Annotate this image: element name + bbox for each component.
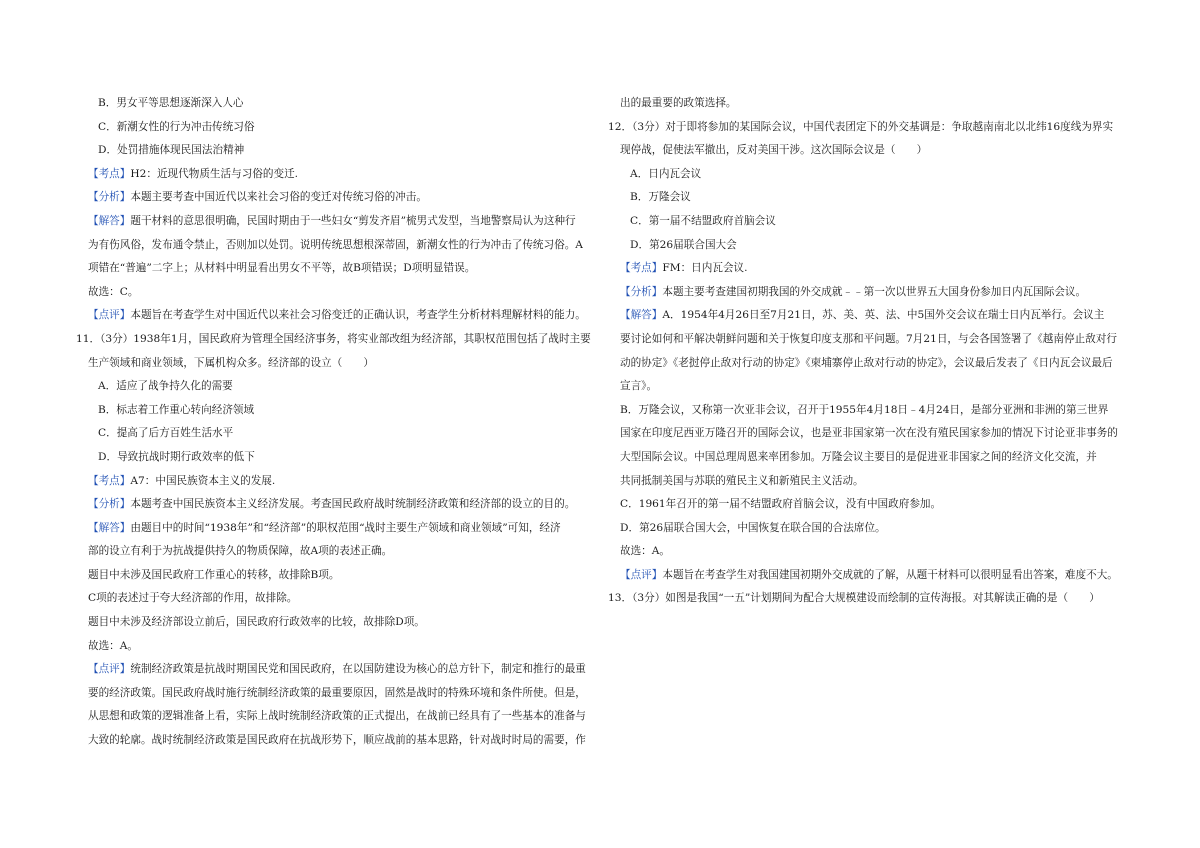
- answer-option: [608, 210, 1126, 234]
- line-text: 由题目中的时间“1938年”和“经济部”的职权范围“战时主要生产领域和商业领域”可知，经济: [130, 521, 561, 534]
- line-text: 本题主要考查中国近代以来社会习俗的变迁对传统习俗的冲击。: [130, 191, 427, 204]
- line-text: A．1954年4月26日至7月21日，苏、美、英、法、中5国外交会议在瑞士日内瓦举行。会议主: [662, 309, 1105, 322]
- line-text: 故选：A。: [88, 639, 139, 652]
- line-text: 宣言》。: [620, 380, 658, 393]
- line-text: 本题旨在考查学生对中国近代以来社会习俗变迁的正确认识，考查学生分析材料理解材料的能力。: [130, 309, 586, 322]
- line-text: 国家在印度尼西亚万隆召开的国际会议，也是亚非国家第一次在没有殖民国家参加的情况下讨论亚非事务的: [620, 427, 1118, 440]
- line-text: 本题旨在考查学生对我国建国初期外交成就的了解，从题干材料可以很明显看出答案，难度不大。: [662, 568, 1118, 581]
- line-text: 本题考查中国民族资本主义经济发展。考查国民政府战时统制经济政策和经济部的设立的目的。: [130, 498, 576, 511]
- answer-option: [76, 92, 592, 116]
- answer-option: [608, 163, 1126, 187]
- line-text: 共同抵制美国与苏联的殖民主义和新殖民主义活动。: [620, 474, 864, 487]
- line-text: A．适应了战争持久化的需要: [98, 380, 233, 393]
- text-line: [608, 92, 1126, 116]
- line-text: C项的表述过于夸大经济部的作用，故排除。: [88, 592, 298, 605]
- analysis-line: [76, 210, 592, 234]
- line-text: C．1961年召开的第一届不结盟政府首脑会议，没有中国政府参加。: [620, 498, 942, 511]
- text-line: [608, 375, 1126, 399]
- answer-option: [76, 422, 592, 446]
- text-line: [76, 234, 592, 258]
- line-text: 项错在“普遍”二字上；从材料中明显看出男女不平等，故B项错误；D项明显错误。: [88, 262, 476, 275]
- right-column: [608, 92, 1126, 611]
- text-line: [76, 352, 592, 376]
- section-tag: 【考点】: [88, 167, 131, 180]
- line-text: 动的协定》《老挝停止敌对行动的协定》《柬埔寨停止敌对行动的协定》，会议最后发表了《日内瓦会议最后: [620, 356, 1113, 369]
- line-text: FM：日内瓦会议.: [662, 262, 748, 275]
- section-tag: 【分析】: [88, 191, 131, 204]
- question-stem: [608, 587, 1126, 611]
- text-line: [608, 540, 1126, 564]
- section-tag: 【考点】: [88, 474, 131, 487]
- text-line: [76, 705, 592, 729]
- answer-option: [76, 116, 592, 140]
- line-text: D．导致抗战时期行政效率的低下: [98, 450, 255, 463]
- analysis-line: [76, 517, 592, 541]
- analysis-line: [76, 658, 592, 682]
- analysis-line: [608, 281, 1126, 305]
- line-text: 要讨论如何和平解决朝鲜问题和关于恢复印度支那和平问题。7月21日，与会各国签署了《越南停止敌对行: [620, 332, 1117, 345]
- section-tag: 【分析】: [88, 498, 131, 511]
- left-column: [76, 92, 592, 753]
- line-text: 故选：C。: [88, 285, 139, 298]
- text-line: [76, 611, 592, 635]
- line-text: 大致的轮廓。战时统制经济政策是国民政府在抗战形势下，顺应战前的基本思路，针对战时时局的需要，作: [88, 734, 586, 747]
- line-text: 从思想和政策的逻辑准备上看，实际上战时统制经济政策的正式提出，在战前已经具有了一些基本的准备与: [88, 710, 586, 723]
- text-line: [608, 422, 1126, 446]
- text-line: [608, 328, 1126, 352]
- analysis-line: [76, 163, 592, 187]
- section-tag: 【解答】: [88, 521, 131, 534]
- line-text: B．标志着工作重心转向经济领域: [98, 403, 255, 416]
- line-text: 12．（3分）对于即将参加的某国际会议，中国代表团定下的外交基调是：争取越南南北以北纬16度线为界实: [608, 120, 1114, 133]
- text-line: [608, 517, 1126, 541]
- text-line: [76, 540, 592, 564]
- answer-option: [76, 446, 592, 470]
- line-text: 为有伤风俗，发布通令禁止，否则加以处罚。说明传统思想根深蒂固，新潮女性的行为冲击了传统习俗。A: [88, 238, 583, 251]
- question-stem: [608, 116, 1126, 140]
- line-text: B．万隆会议，又称第一次亚非会议，召开于1955年4月18日﹣4月24日，是部分亚洲和非洲的第三世界: [620, 403, 1109, 416]
- line-text: H2：近现代物质生活与习俗的变迁.: [130, 167, 299, 180]
- text-line: [76, 281, 592, 305]
- answer-option: [76, 399, 592, 423]
- line-text: A7：中国民族资本主义的发展.: [130, 474, 276, 487]
- line-text: C．第一届不结盟政府首脑会议: [630, 214, 776, 227]
- line-text: A．日内瓦会议: [630, 167, 702, 180]
- text-line: [608, 399, 1126, 423]
- section-tag: 【点评】: [88, 663, 131, 676]
- question-stem: [76, 328, 592, 352]
- section-tag: 【分析】: [620, 285, 663, 298]
- text-line: [76, 587, 592, 611]
- analysis-line: [76, 493, 592, 517]
- text-line: [608, 470, 1126, 494]
- text-line: [76, 682, 592, 706]
- text-line: [76, 564, 592, 588]
- line-text: 13．（3分）如图是我国“一五”计划期间为配合大规模建设而绘制的宣传海报。对其解读正确的是（ ）: [608, 592, 1100, 605]
- line-text: 本题主要考查建国初期我国的外交成就﹣﹣第一次以世界五大国身份参加日内瓦国际会议。: [662, 285, 1087, 298]
- line-text: 题目中未涉及经济部设立前后，国民政府行政效率的比较，故排除D项。: [88, 616, 425, 629]
- analysis-line: [76, 304, 592, 328]
- text-line: [76, 729, 592, 753]
- section-tag: 【解答】: [620, 309, 663, 322]
- analysis-line: [76, 470, 592, 494]
- answer-option: [76, 139, 592, 163]
- text-line: [608, 446, 1126, 470]
- line-text: C．提高了后方百姓生活水平: [98, 427, 234, 440]
- line-text: B．万隆会议: [630, 191, 691, 204]
- line-text: 生产领域和商业领域，下属机构众多。经济部的设立（ ）: [88, 356, 375, 369]
- text-line: [76, 635, 592, 659]
- text-line: [608, 139, 1126, 163]
- analysis-line: [608, 564, 1126, 588]
- line-text: 题干材料的意思很明确，民国时期由于一些妇女“剪发齐眉”梳男式发型，当地警察局认为这种行: [130, 214, 576, 227]
- analysis-line: [608, 304, 1126, 328]
- analysis-line: [76, 186, 592, 210]
- analysis-line: [608, 257, 1126, 281]
- line-text: 统制经济政策是抗战时期国民党和国民政府，在以国防建设为核心的总方针下，制定和推行的最重: [130, 663, 586, 676]
- answer-option: [76, 375, 592, 399]
- line-text: 出的最重要的政策选择。: [620, 97, 737, 109]
- line-text: 11．（3分）1938年1月，国民政府为管理全国经济事务，将实业部改组为经济部，其职权范围包括了战时主要: [76, 332, 591, 345]
- text-line: [608, 493, 1126, 517]
- line-text: 故选：A。: [620, 545, 671, 558]
- line-text: 现停战，促使法军撤出，反对美国干涉。这次国际会议是（ ）: [620, 144, 928, 157]
- line-text: 部的设立有利于为抗战提供持久的物质保障，故A项的表述正确。: [88, 545, 393, 558]
- line-text: 大型国际会议。中国总理周恩来率团参加。万隆会议主要目的是促进亚非国家之间的经济文化交流，并: [620, 450, 1097, 463]
- line-text: 题目中未涉及国民政府工作重心的转移，故排除B项。: [88, 568, 340, 581]
- line-text: B．男女平等思想逐渐深入人心: [98, 97, 244, 109]
- section-tag: 【点评】: [88, 309, 131, 322]
- line-text: C．新潮女性的行为冲击传统习俗: [98, 120, 255, 133]
- line-text: D．第26届联合国大会: [630, 238, 737, 251]
- text-line: [608, 352, 1126, 376]
- answer-option: [608, 234, 1126, 258]
- line-text: D．第26届联合国大会，中国恢复在联合国的合法席位。: [620, 521, 886, 534]
- section-tag: 【考点】: [620, 262, 663, 275]
- line-text: 要的经济政策。国民政府战时施行统制经济政策的最重要原因，固然是战时的特殊环境和条件所使。但是，: [88, 686, 586, 699]
- text-line: [76, 257, 592, 281]
- answer-option: [608, 186, 1126, 210]
- section-tag: 【解答】: [88, 214, 131, 227]
- line-text: D．处罚措施体现民国法治精神: [98, 144, 245, 157]
- section-tag: 【点评】: [620, 568, 663, 581]
